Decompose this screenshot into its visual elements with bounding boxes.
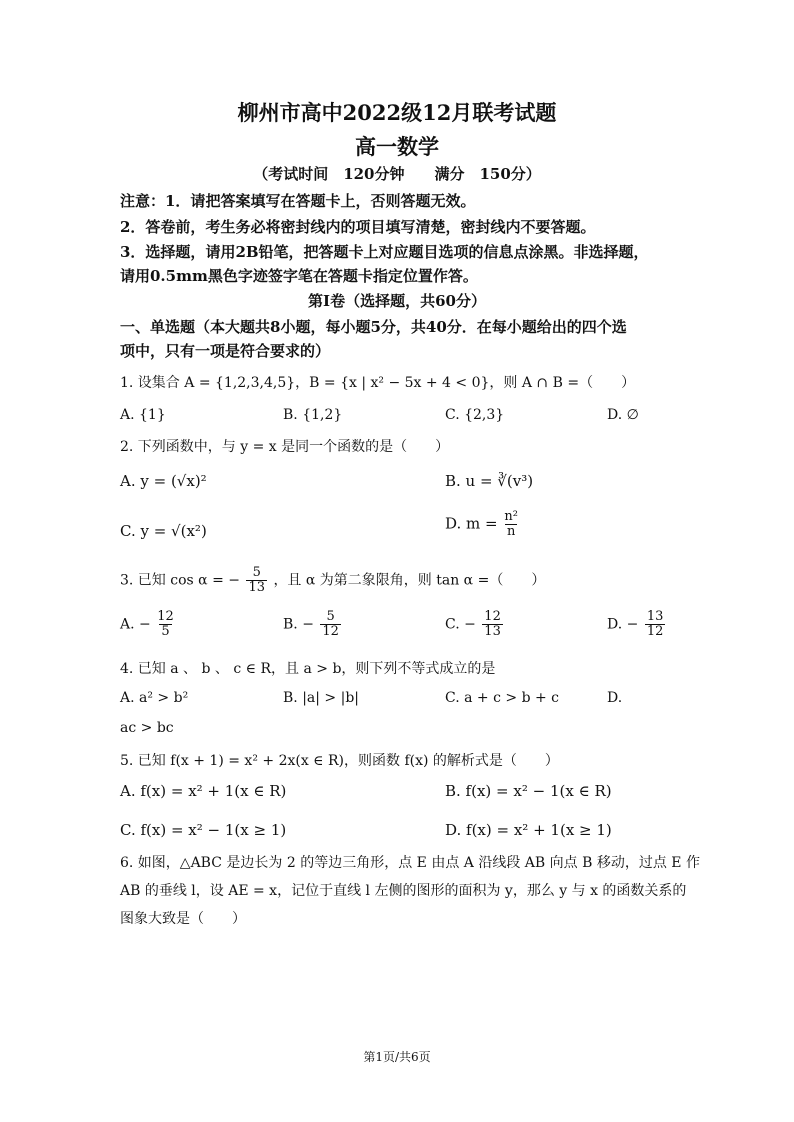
section-heading-line2: 项中，只有一项是符合要求的） — [120, 342, 331, 360]
fraction-numerator: 5 — [252, 565, 261, 580]
option-fraction — [157, 610, 174, 639]
question-1-option-b: B. {1,2} — [283, 407, 343, 423]
question-3-option-c — [445, 610, 505, 639]
question-3-option-a — [120, 610, 176, 639]
question-5-option-a: A. f(x) = x² + 1(x ∈ R) — [120, 782, 287, 800]
fraction-denominator: 12 — [646, 624, 664, 639]
fraction-numerator: 12 — [157, 609, 174, 624]
question-1-stem: 1. 设集合 A = {1,2,3,4,5}，B = {x | x² − 5x + 4 < 0}，则 A ∩ B =（ ） — [120, 375, 636, 391]
note-3: 3．选择题，请用2B铅笔，把答题卡上对应题目选项的信息点涂黑。非选择题， — [120, 243, 649, 261]
question-3-stem-pre: 3. 已知 cos α = − — [120, 572, 240, 589]
fraction-denominator: 13 — [248, 580, 265, 595]
question-4-option-c: C. a + c > b + c — [445, 690, 559, 706]
question-2-option-d-label: D. m = — [445, 514, 498, 533]
question-5-option-d: D. f(x) = x² + 1(x ≥ 1) — [445, 821, 612, 839]
option-fraction — [320, 610, 341, 639]
question-6-line-1: 6. 如图，△ABC 是边长为 2 的等边三角形，点 E 由点 A 沿线段 AB 向点 B 移动，过点 E 作 — [120, 855, 700, 871]
fraction-numerator: 12 — [484, 609, 501, 624]
option-label: B. − — [283, 616, 314, 633]
fraction-numerator: n² — [504, 509, 518, 524]
question-3-stem-fraction — [246, 566, 267, 595]
question-5-stem: 5. 已知 f(x + 1) = x² + 2x(x ∈ R)，则函数 f(x) 的解析式是（ ） — [120, 753, 559, 769]
question-1-option-d: D. ∅ — [607, 407, 639, 423]
question-6-line-2: AB 的垂线 l，设 AE = x，记位于直线 l 左侧的图形的面积为 y，那么 y 与 x 的函数关系的 — [120, 883, 687, 899]
question-3-stem-post: ，且 α 为第二象限角，则 tan α =（ ） — [273, 572, 546, 589]
question-1-option-c: C. {2,3} — [445, 407, 505, 423]
question-2-option-a: A. y = (√x)² — [120, 472, 207, 490]
question-5-option-b: B. f(x) = x² − 1(x ∈ R) — [445, 782, 612, 800]
question-2-option-d-fraction — [504, 510, 518, 539]
question-3-option-b — [283, 610, 343, 639]
question-2-option-d — [445, 510, 520, 539]
question-4-option-a: A. a² > b² — [120, 690, 189, 706]
option-label: D. − — [607, 616, 639, 633]
option-label: C. − — [445, 616, 476, 633]
question-3-stem — [120, 566, 545, 595]
section-heading-line1: 一、单选题（本大题共8小题，每小题5分，共40分．在每小题给出的四个选 — [120, 318, 627, 336]
fraction-denominator: n — [506, 524, 516, 539]
fraction-denominator: 13 — [484, 624, 501, 639]
note-2: 2．答卷前，考生务必将密封线内的项目填写清楚，密封线内不要答题。 — [120, 218, 596, 236]
exam-info: （考试时间 120分钟 满分 150分） — [253, 165, 541, 183]
question-3-option-d — [607, 610, 667, 639]
option-fraction — [482, 610, 503, 639]
question-2-option-c: C. y = √(x²) — [120, 522, 207, 540]
part-1-title: 第Ⅰ卷（选择题，共60分） — [308, 292, 486, 310]
note-3-cont: 请用0.5mm黑色字迹签字笔在答题卡指定位置作答。 — [120, 267, 478, 285]
fraction-numerator: 5 — [326, 609, 335, 624]
question-4-option-b: B. |a| > |b| — [283, 690, 359, 706]
exam-title: 柳州市高中2022级12月联考试题 — [237, 100, 557, 125]
question-4-option-d: D. — [607, 690, 623, 706]
option-label: A. − — [120, 616, 151, 633]
question-5-option-c: C. f(x) = x² − 1(x ≥ 1) — [120, 821, 287, 839]
question-6-line-3: 图象大致是（ ） — [120, 911, 246, 927]
question-4-stem: 4. 已知 a 、 b 、 c ∈ R，且 a > b，则下列不等式成立的是 — [120, 661, 496, 677]
option-fraction — [645, 610, 666, 639]
question-2-option-b: B. u = ∛(v³) — [445, 472, 534, 490]
question-1-option-a: A. {1} — [120, 407, 166, 423]
fraction-numerator: 13 — [646, 609, 664, 624]
question-2-stem: 2. 下列函数中，与 y = x 是同一个函数的是（ ） — [120, 439, 450, 455]
exam-subject: 高一数学 — [355, 134, 439, 159]
page-number: 第1页/共6页 — [363, 1050, 431, 1064]
fraction-denominator: 12 — [322, 624, 339, 639]
question-4-option-d-content: ac > bc — [120, 720, 174, 736]
note-1: 注意：1．请把答案填写在答题卡上，否则答题无效。 — [120, 192, 476, 210]
fraction-denominator: 5 — [161, 624, 170, 639]
